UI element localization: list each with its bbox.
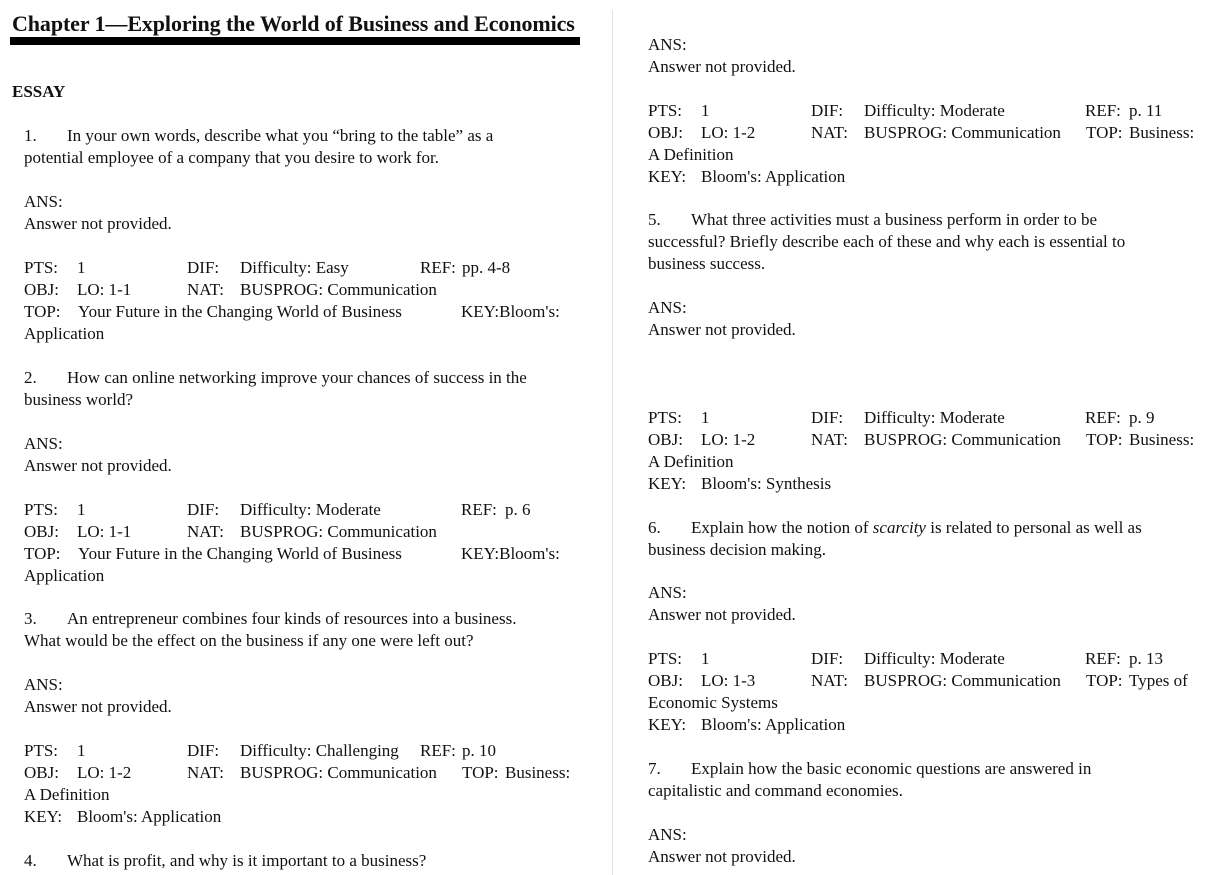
question-5-obj: LO: 1-2	[701, 430, 756, 449]
question-6-obj: LO: 1-3	[701, 671, 756, 690]
question-3-answer: Answer not provided.	[24, 697, 172, 716]
question-5-ref-label: REF:	[1085, 408, 1121, 427]
question-4-obj: LO: 1-2	[701, 123, 756, 142]
question-5-obj-label: OBJ:	[648, 430, 683, 449]
question-5-pts-label: PTS:	[648, 408, 683, 427]
question-6-dif-label: DIF:	[811, 649, 844, 668]
question-4-number: 4.	[24, 851, 37, 870]
question-2-nat: BUSPROG: Communication	[240, 522, 437, 541]
question-4-pts-label: PTS:	[648, 101, 683, 120]
question-1-ans-label: ANS:	[24, 192, 63, 211]
question-1-top: Your Future in the Changing World of Business	[78, 302, 402, 321]
question-1-obj-label: OBJ:	[24, 280, 59, 299]
question-2-top: Your Future in the Changing World of Business	[78, 544, 402, 563]
question-3-nat: BUSPROG: Communication	[240, 763, 437, 782]
question-4-ref-label: REF:	[1085, 101, 1121, 120]
question-3-line-2: What would be the effect on the business if any one were left out?	[24, 631, 474, 650]
question-5-key: Bloom's: Synthesis	[701, 474, 832, 493]
question-2-line-2: business world?	[24, 390, 134, 409]
question-7-ans-label: ANS:	[648, 825, 687, 844]
question-4-line-1	[24, 850, 426, 872]
question-2-dif-label: DIF:	[187, 500, 220, 519]
question-3-top-cont: A Definition	[24, 785, 110, 804]
question-1-obj: LO: 1-1	[77, 280, 132, 299]
question-2-obj: LO: 1-1	[77, 522, 132, 541]
question-6-top: Types of	[1129, 671, 1188, 690]
question-1-top-label: TOP:	[24, 302, 61, 321]
question-4-text: What is profit, and why is it important to a business?	[67, 851, 427, 870]
question-5-ans-label: ANS:	[648, 298, 687, 317]
question-3-top: Business:	[505, 763, 571, 782]
question-1-nat: BUSPROG: Communication	[240, 280, 437, 299]
question-5-line-1	[648, 209, 1097, 231]
question-2-key-label: KEY:Bloom's:	[461, 544, 560, 563]
question-4-pts: 1	[701, 101, 710, 120]
question-3-pts: 1	[77, 741, 86, 760]
question-3-text: An entrepreneur combines four kinds of resources into a business.	[67, 609, 517, 628]
question-3-ref: p. 10	[462, 741, 496, 760]
question-1-ref-label: REF:	[420, 258, 456, 277]
question-1-pts-label: PTS:	[24, 258, 59, 277]
question-3-ans-label: ANS:	[24, 675, 63, 694]
question-2-line-1	[24, 367, 527, 389]
question-6-ref-label: REF:	[1085, 649, 1121, 668]
question-6-ref: p. 13	[1129, 649, 1163, 668]
question-4-answer: Answer not provided.	[648, 57, 796, 76]
question-5-dif-label: DIF:	[811, 408, 844, 427]
question-6-nat: BUSPROG: Communication	[864, 671, 1061, 690]
question-3-key-label: KEY:	[24, 807, 63, 826]
question-5-dif: Difficulty: Moderate	[864, 408, 1005, 427]
question-6-key: Bloom's: Application	[701, 715, 846, 734]
question-6-dif: Difficulty: Moderate	[864, 649, 1005, 668]
question-2-number: 2.	[24, 368, 37, 387]
question-5-top-label: TOP:	[1086, 430, 1123, 449]
question-6-ans-label: ANS:	[648, 583, 687, 602]
question-5-ref: p. 9	[1129, 408, 1155, 427]
question-3-ref-label: REF:	[420, 741, 456, 760]
question-1-answer: Answer not provided.	[24, 214, 172, 233]
question-6-line-1	[648, 517, 1142, 539]
question-1-key-label: KEY:Bloom's:	[461, 302, 560, 321]
question-5-answer: Answer not provided.	[648, 320, 796, 339]
question-4-dif: Difficulty: Moderate	[864, 101, 1005, 120]
question-3-nat-label: NAT:	[187, 763, 224, 782]
question-2-text: How can online networking improve your chances of success in the	[67, 368, 527, 387]
question-5-top-cont: A Definition	[648, 452, 734, 471]
title-rule	[10, 37, 580, 45]
question-5-top: Business:	[1129, 430, 1195, 449]
question-4-ref: p. 11	[1129, 101, 1163, 120]
question-2-ref-label: REF:	[461, 500, 497, 519]
question-3-obj: LO: 1-2	[77, 763, 132, 782]
question-2-top-label: TOP:	[24, 544, 61, 563]
question-6-line-2: business decision making.	[648, 540, 827, 559]
question-4-top: Business:	[1129, 123, 1195, 142]
section-heading: ESSAY	[12, 82, 66, 101]
question-3-obj-label: OBJ:	[24, 763, 59, 782]
question-4-obj-label: OBJ:	[648, 123, 683, 142]
question-4-key-label: KEY:	[648, 167, 687, 186]
question-6-text-before: Explain how the notion of	[691, 518, 873, 537]
question-4-nat: BUSPROG: Communication	[864, 123, 1061, 142]
question-4-top-cont: A Definition	[648, 145, 734, 164]
question-2-pts-label: PTS:	[24, 500, 59, 519]
question-5-key-label: KEY:	[648, 474, 687, 493]
question-7-text: Explain how the basic economic questions are answered in	[691, 759, 1092, 778]
question-1-line-2: potential employee of a company that you desire to work for.	[24, 148, 439, 167]
question-3-line-1	[24, 608, 516, 630]
question-1-dif-label: DIF:	[187, 258, 220, 277]
column-divider	[612, 10, 613, 875]
question-6-text-after: is related to personal as well as	[925, 518, 1142, 537]
question-2-ans-label: ANS:	[24, 434, 63, 453]
question-3-dif: Difficulty: Challenging	[240, 741, 399, 760]
question-2-pts: 1	[77, 500, 86, 519]
question-7-answer: Answer not provided.	[648, 847, 796, 866]
question-4-ans-label: ANS:	[648, 35, 687, 54]
question-2-nat-label: NAT:	[187, 522, 224, 541]
question-4-key: Bloom's: Application	[701, 167, 846, 186]
question-1-dif: Difficulty: Easy	[240, 258, 349, 277]
question-2-ref: p. 6	[505, 500, 531, 519]
question-4-nat-label: NAT:	[811, 123, 848, 142]
question-5-text: What three activities must a business perform in order to be	[691, 210, 1097, 229]
question-2-obj-label: OBJ:	[24, 522, 59, 541]
question-7-number: 7.	[648, 759, 661, 778]
question-6-obj-label: OBJ:	[648, 671, 683, 690]
question-6-text-italic: scarcity	[872, 518, 926, 537]
question-3-key: Bloom's: Application	[77, 807, 222, 826]
question-1-ref: pp. 4-8	[462, 258, 511, 277]
question-7-line-2: capitalistic and command economies.	[648, 781, 903, 800]
question-4-top-label: TOP:	[1086, 123, 1123, 142]
question-6-top-label: TOP:	[1086, 671, 1123, 690]
question-6-number: 6.	[648, 518, 661, 537]
question-2-answer: Answer not provided.	[24, 456, 172, 475]
question-3-dif-label: DIF:	[187, 741, 220, 760]
question-1-number: 1.	[24, 126, 37, 145]
question-5-nat-label: NAT:	[811, 430, 848, 449]
question-6-pts: 1	[701, 649, 710, 668]
question-5-nat: BUSPROG: Communication	[864, 430, 1061, 449]
question-2-key-cont: Application	[24, 566, 105, 585]
question-3-top-label: TOP:	[462, 763, 499, 782]
question-6-top-cont: Economic Systems	[648, 693, 778, 712]
question-1-text: In your own words, describe what you “bring to the table” as a	[67, 126, 494, 145]
question-6-nat-label: NAT:	[811, 671, 848, 690]
question-3-number: 3.	[24, 609, 37, 628]
question-7-line-1	[648, 758, 1091, 780]
question-5-line-3: business success.	[648, 254, 766, 273]
question-6-answer: Answer not provided.	[648, 605, 796, 624]
question-1-key-cont: Application	[24, 324, 105, 343]
question-6-pts-label: PTS:	[648, 649, 683, 668]
question-1-pts: 1	[77, 258, 86, 277]
question-4-dif-label: DIF:	[811, 101, 844, 120]
question-2-dif: Difficulty: Moderate	[240, 500, 381, 519]
question-3-pts-label: PTS:	[24, 741, 59, 760]
question-1-line-1	[24, 125, 493, 147]
question-5-number: 5.	[648, 210, 661, 229]
chapter-title: Chapter 1—Exploring the World of Business and Economics	[12, 11, 575, 36]
question-5-pts: 1	[701, 408, 710, 427]
question-1-nat-label: NAT:	[187, 280, 224, 299]
question-5-line-2: successful? Briefly describe each of these and why each is essential to	[648, 232, 1126, 251]
question-6-key-label: KEY:	[648, 715, 687, 734]
